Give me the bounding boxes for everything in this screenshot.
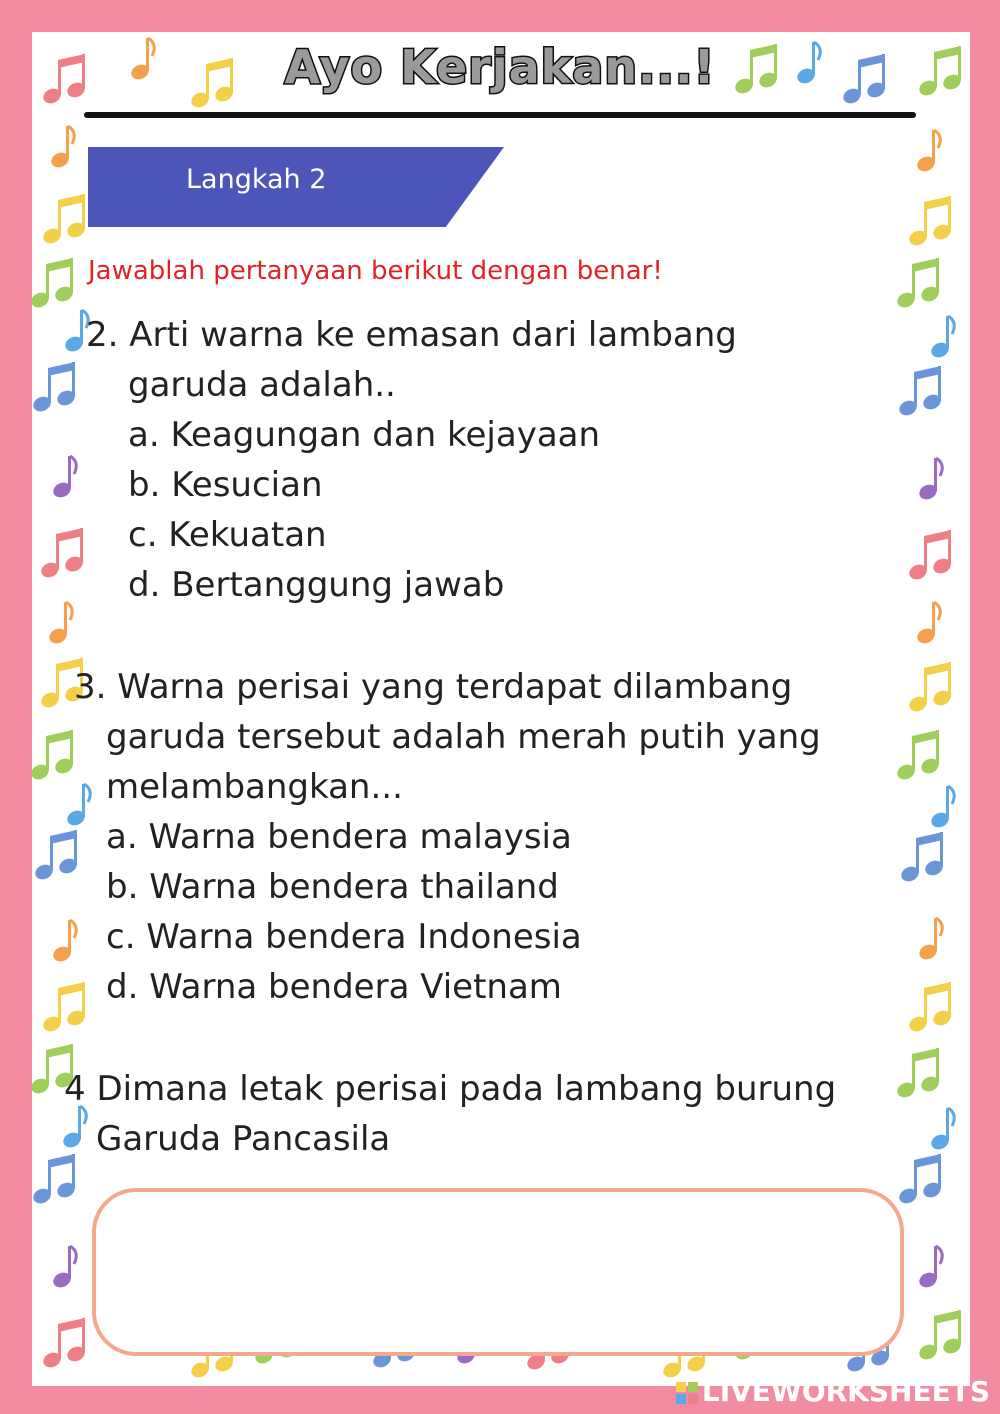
liveworksheets-logo-icon — [676, 1382, 698, 1404]
question-text-line: 4 Dimana letak perisai pada lambang burung — [64, 1069, 837, 1109]
answer-text-box[interactable] — [92, 1188, 904, 1356]
option-d: d. Warna bendera Vietnam — [106, 967, 562, 1007]
option-c: c. Kekuatan — [128, 515, 327, 555]
option-c: c. Warna bendera Indonesia — [106, 917, 582, 957]
option-a: a. Keagungan dan kejayaan — [128, 415, 601, 455]
question-text-line: 3. Warna perisai yang terdapat dilambang — [74, 667, 793, 707]
question-text-line: melambangkan... — [106, 767, 403, 807]
question-text-line: garuda adalah.. — [128, 365, 396, 405]
question-2 — [86, 310, 737, 610]
step-label: Langkah 2 — [186, 164, 327, 195]
option-a: a. Warna bendera malaysia — [106, 817, 572, 857]
worksheet-title: Ayo Kerjakan...! — [284, 40, 716, 94]
instruction-text: Jawablah pertanyaan berikut dengan benar! — [88, 256, 663, 286]
watermark-text: LIVEWORKSHEETS — [701, 1375, 990, 1408]
title-divider — [84, 112, 916, 118]
question-text-line: garuda tersebut adalah merah putih yang — [106, 717, 821, 757]
option-b: b. Warna bendera thailand — [106, 867, 559, 907]
option-b: b. Kesucian — [128, 465, 323, 505]
question-text-line: 2. Arti warna ke emasan dari lambang — [86, 315, 737, 355]
question-4 — [64, 1064, 836, 1164]
question-text-line: Garuda Pancasila — [96, 1119, 391, 1159]
option-d: d. Bertanggung jawab — [128, 565, 505, 605]
question-3 — [74, 662, 821, 1012]
liveworksheets-watermark — [676, 1375, 990, 1408]
